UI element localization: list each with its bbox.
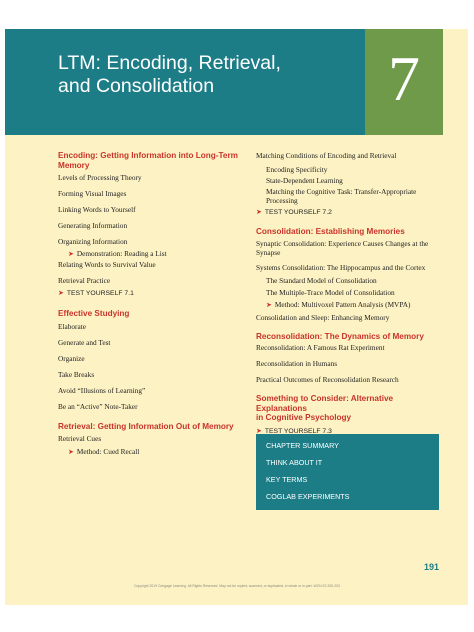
toc-item[interactable]: Systems Consolidation: The Hippocampus and the Cortex bbox=[256, 262, 426, 272]
toc-left-column bbox=[58, 151, 253, 457]
toc-item-line: Synapse bbox=[256, 247, 281, 257]
chapter-title bbox=[58, 52, 358, 98]
toc-item[interactable]: Generating Information bbox=[58, 221, 128, 230]
section-heading-line: Encoding: Getting Information into Long-Term bbox=[58, 151, 238, 160]
toc-item[interactable]: Linking Words to Yourself bbox=[58, 205, 136, 214]
toc-item[interactable]: Matching Conditions of Encoding and Retrieval bbox=[256, 151, 397, 160]
chapter-summary-link[interactable]: CHAPTER SUMMARY bbox=[266, 441, 339, 450]
coglab-experiments-link[interactable]: COGLAB EXPERIMENTS bbox=[266, 492, 350, 501]
toc-item[interactable]: Retrieval Cues bbox=[58, 434, 102, 443]
copyright-notice: Copyright 2019 Cengage Learning. All Rights Reserved. May not be copied, scanned, or duplicated, in whole or in part. WCN 02-200-203 bbox=[134, 584, 340, 588]
toc-item[interactable]: Elaborate bbox=[58, 321, 86, 331]
toc-right-column bbox=[256, 151, 446, 436]
arrow-icon: ➤ bbox=[266, 300, 272, 309]
test-yourself-item[interactable] bbox=[256, 208, 446, 217]
toc-item-line: Synaptic Consolidation: Experience Causes Changes at the bbox=[256, 238, 429, 248]
toc-subitem-line: Matching the Cognitive Task: Transfer-Appropriate bbox=[266, 187, 417, 196]
section-heading-something-to-consider bbox=[256, 394, 446, 423]
section-heading-retrieval: Retrieval: Getting Information Out of Memory bbox=[58, 421, 234, 431]
toc-subitem[interactable]: Encoding Specificity bbox=[266, 165, 328, 174]
end-of-chapter-box bbox=[256, 434, 439, 510]
toc-item[interactable]: Organizing Information bbox=[58, 237, 128, 246]
test-yourself-label: TEST YOURSELF 7.2 bbox=[264, 209, 332, 216]
section-heading-studying: Effective Studying bbox=[58, 309, 130, 318]
section-heading-reconsolidation: Reconsolidation: The Dynamics of Memory bbox=[256, 331, 424, 341]
chapter-title-line2: and Consolidation bbox=[58, 75, 215, 97]
section-heading-consolidation: Consolidation: Establishing Memories bbox=[256, 227, 405, 236]
toc-item[interactable]: Take Breaks bbox=[58, 369, 95, 379]
toc-item[interactable]: Reconsolidation in Humans bbox=[256, 359, 338, 368]
toc-subitem[interactable]: State-Dependent Learning bbox=[266, 176, 343, 185]
arrow-icon: ➤ bbox=[58, 289, 64, 297]
section-heading-line: Something to Consider: Alternative Explanations bbox=[256, 394, 394, 413]
toc-item[interactable]: Levels of Processing Theory bbox=[58, 173, 142, 182]
toc-item-label: Demonstration: Reading a List bbox=[76, 249, 167, 258]
test-yourself-item[interactable] bbox=[58, 289, 253, 298]
toc-item[interactable]: Retrieval Practice bbox=[58, 276, 111, 285]
toc-item[interactable]: Reconsolidation: A Famous Rat Experiment bbox=[256, 343, 385, 352]
toc-item[interactable]: Be an “Active” Note-Taker bbox=[58, 401, 138, 411]
toc-item[interactable]: Avoid “Illusions of Learning” bbox=[58, 385, 146, 395]
section-heading-encoding bbox=[58, 151, 253, 170]
section-heading-line: Memory bbox=[58, 160, 90, 170]
toc-item[interactable]: Generate and Test bbox=[58, 337, 111, 347]
toc-item-label: Method: Multivoxel Pattern Analysis (MVPA) bbox=[274, 299, 411, 309]
key-terms-link[interactable]: KEY TERMS bbox=[266, 475, 308, 484]
arrow-icon: ➤ bbox=[68, 250, 74, 258]
toc-item[interactable] bbox=[256, 239, 446, 257]
page-number: 191 bbox=[424, 562, 440, 572]
chapter-number: 7 bbox=[388, 43, 420, 114]
toc-item[interactable]: Organize bbox=[58, 353, 85, 363]
arrow-icon: ➤ bbox=[68, 448, 74, 456]
toc-item-method[interactable] bbox=[58, 447, 253, 457]
think-about-it-link[interactable]: THINK ABOUT IT bbox=[266, 458, 323, 467]
arrow-icon: ➤ bbox=[256, 426, 262, 435]
toc-subitem-line: Processing bbox=[266, 196, 298, 205]
chapter-title-line1: LTM: Encoding, Retrieval, bbox=[58, 52, 281, 74]
toc-item-label: Method: Cued Recall bbox=[76, 447, 140, 456]
toc-subitem[interactable]: The Standard Model of Consolidation bbox=[266, 275, 377, 285]
toc-item[interactable]: Forming Visual Images bbox=[58, 189, 127, 198]
arrow-icon: ➤ bbox=[256, 208, 262, 216]
toc-item[interactable]: Relating Words to Survival Value bbox=[58, 260, 156, 269]
toc-subitem[interactable] bbox=[256, 187, 446, 205]
toc-item[interactable]: Practical Outcomes of Reconsolidation Research bbox=[256, 375, 399, 384]
chapter-number-box bbox=[365, 29, 443, 135]
toc-item[interactable]: Consolidation and Sleep: Enhancing Memory bbox=[256, 312, 390, 322]
toc-item-method[interactable] bbox=[58, 249, 253, 259]
test-yourself-label: TEST YOURSELF 7.3 bbox=[264, 427, 332, 435]
toc-item-method[interactable] bbox=[256, 300, 446, 310]
toc-subitem[interactable]: The Multiple-Trace Model of Consolidation bbox=[266, 287, 395, 297]
section-heading-line: in Cognitive Psychology bbox=[256, 413, 352, 422]
test-yourself-label: TEST YOURSELF 7.1 bbox=[66, 290, 134, 297]
